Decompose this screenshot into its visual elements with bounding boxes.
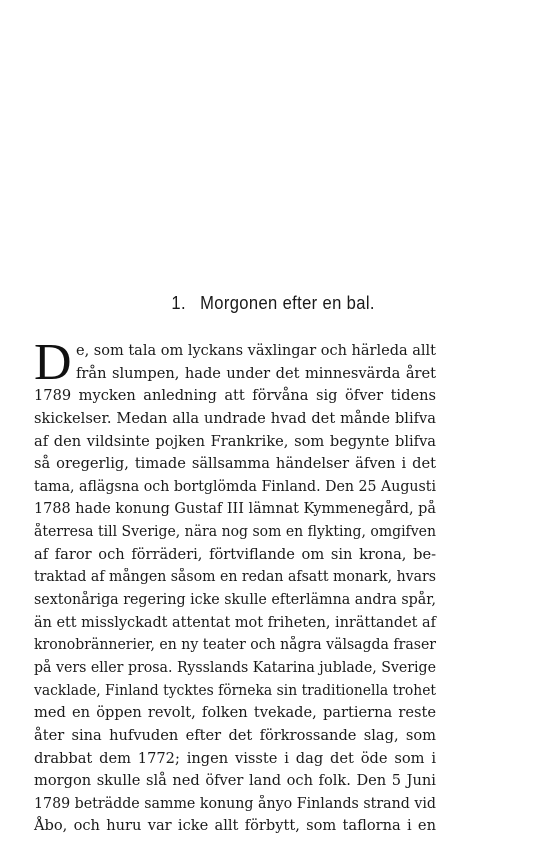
chapter-number: 1.: [171, 293, 186, 313]
text-line: så oregerlig, timade sällsamma händelser äfven i det: [34, 455, 436, 473]
text-line: än ett misslyckadt attentat mot friheten, inrättandet af: [34, 613, 436, 631]
text-line: återresa till Sverige, nära nog som en flykting, omgifven: [34, 523, 436, 541]
text-line: [34, 363, 436, 386]
text-line: traktad af mången såsom en redan afsatt monark, hvars: [34, 568, 436, 586]
text-line: vacklade, Finland tycktes förneka sin traditionella trohet: [34, 681, 437, 699]
text-line: af den vildsinte pojken Frankrike, som begynte blifva: [34, 432, 437, 450]
text-line: 1789 beträdde samme konung ånyo Finlands strand vid: [34, 794, 437, 812]
chapter-title: Morgonen efter en bal.: [200, 293, 375, 313]
text-line: 1788 hade konung Gustaf III lämnat Kymmenegård, på: [34, 500, 436, 518]
text-line: 1789 mycken anledning att förvåna sig öfver tidens: [34, 387, 436, 405]
text-line-content: från slumpen, hade under det minnesvärda året: [76, 364, 437, 382]
text-line-content: e, som tala om lyckans växlingar och härleda allt: [76, 342, 437, 359]
text-line: åter sina hufvuden efter det förkrossande slag, som: [34, 726, 437, 744]
text-line: af faror och förräderi, förtviflande om sin krona, be-: [34, 545, 437, 563]
text-line: tama, aflägsna och bortglömda Finland. Den 25 Augusti: [34, 477, 437, 495]
drop-cap: D: [34, 334, 72, 391]
text-line: skickelser. Medan alla undrade hvad det månde blifva: [34, 409, 436, 427]
text-line: drabbat dem 1772; ingen visste i dag det öde som i: [34, 749, 437, 767]
text-line: kronobrännerier, en ny teater och några välsagda fraser: [34, 636, 436, 654]
text-line: morgon skulle slå ned öfver land och folk. Den 5 Juni: [34, 772, 436, 790]
chapter-body: [34, 334, 437, 838]
text-line: med en öppen revolt, folken tvekade, partierna reste: [34, 704, 437, 722]
text-line: på vers eller prosa. Rysslands Katarina jublade, Sverige: [34, 658, 437, 676]
chapter-heading: [23, 293, 523, 314]
text-line: Åbo, och huru var icke allt förbytt, som taflorna i en: [34, 817, 436, 835]
text-line: sextonåriga regering icke skulle efterlämna andra spår,: [34, 591, 437, 609]
